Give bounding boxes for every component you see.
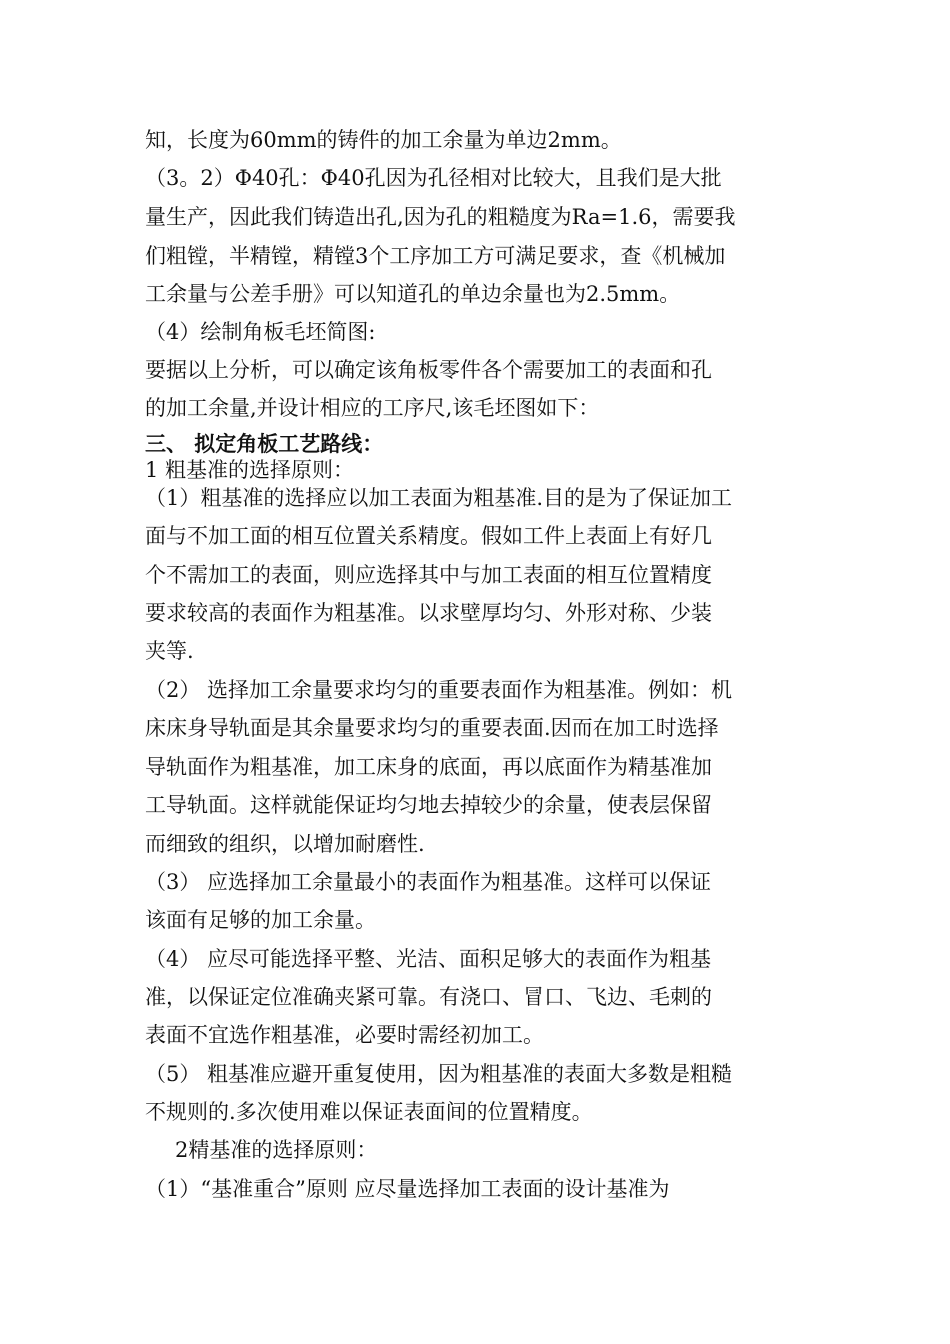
text-line: （5） 粗基准应避开重复使用，因为粗基准的表面大多数是粗糙: [145, 1062, 733, 1086]
text-line: 导轨面作为粗基准，加工床身的底面，再以底面作为精基准加: [145, 755, 712, 779]
text-line: （4）绘制角板毛坯简图:: [145, 320, 376, 344]
text-line: 而细致的组织，以增加耐磨性.: [145, 832, 425, 856]
text-line: 要据以上分析，可以确定该角板零件各个需要加工的表面和孔: [145, 358, 712, 382]
text-line: 面与不加工面的相互位置关系精度。假如工件上表面上有好几: [145, 524, 712, 548]
text-line: 该面有足够的加工余量。: [145, 908, 376, 932]
text-line: 工余量与公差手册》可以知道孔的单边余量也为2.5mm。: [145, 282, 681, 306]
text-line: （4） 应尽可能选择平整、光洁、面积足够大的表面作为粗基: [145, 947, 712, 971]
text-line: （1）“基准重合”原则 应尽量选择加工表面的设计基准为: [145, 1177, 670, 1201]
text-line: 要求较高的表面作为粗基准。以求壁厚均匀、外形对称、少装: [145, 601, 712, 625]
section-heading: 三、 拟定角板工艺路线：: [145, 432, 384, 456]
text-line: 工导轨面。这样就能保证均匀地去掉较少的余量，使表层保留: [145, 793, 712, 817]
text-line: 夹等.: [145, 639, 194, 663]
text-line: 床床身导轨面是其余量要求均匀的重要表面.因而在加工时选择: [145, 716, 719, 740]
text-line: 知，长度为60mm的铸件的加工余量为单边2mm。: [145, 128, 622, 152]
text-line: 准，以保证定位准确夹紧可靠。有浇口、冒口、飞边、毛刺的: [145, 985, 712, 1009]
subsection-heading: 2精基准的选择原则：: [175, 1138, 378, 1162]
text-line: 的加工余量,并设计相应的工序尺,该毛坯图如下：: [145, 396, 600, 420]
text-line: 不规则的.多次使用难以保证表面间的位置精度。: [145, 1100, 593, 1124]
text-line: 量生产，因此我们铸造出孔,因为孔的粗糙度为Ra=1.6，需要我: [145, 205, 736, 229]
text-line: 们粗镗，半精镗，精镗3个工序加工方可满足要求，查《机械加: [145, 244, 726, 268]
text-line: （2） 选择加工余量要求均匀的重要表面作为粗基准。例如：机: [145, 678, 733, 702]
text-line: 个不需加工的表面，则应选择其中与加工表面的相互位置精度: [145, 563, 712, 587]
subsection-heading: 1 粗基准的选择原则：: [145, 458, 355, 482]
text-line: （3。2）Φ40孔：Φ40孔因为孔径相对比较大，且我们是大批: [145, 166, 722, 190]
text-line: （3） 应选择加工余量最小的表面作为粗基准。这样可以保证: [145, 870, 712, 894]
text-line: （1）粗基准的选择应以加工表面为粗基准.目的是为了保证加工: [145, 486, 733, 510]
text-line: 表面不宜选作粗基准，必要时需经初加工。: [145, 1023, 544, 1047]
